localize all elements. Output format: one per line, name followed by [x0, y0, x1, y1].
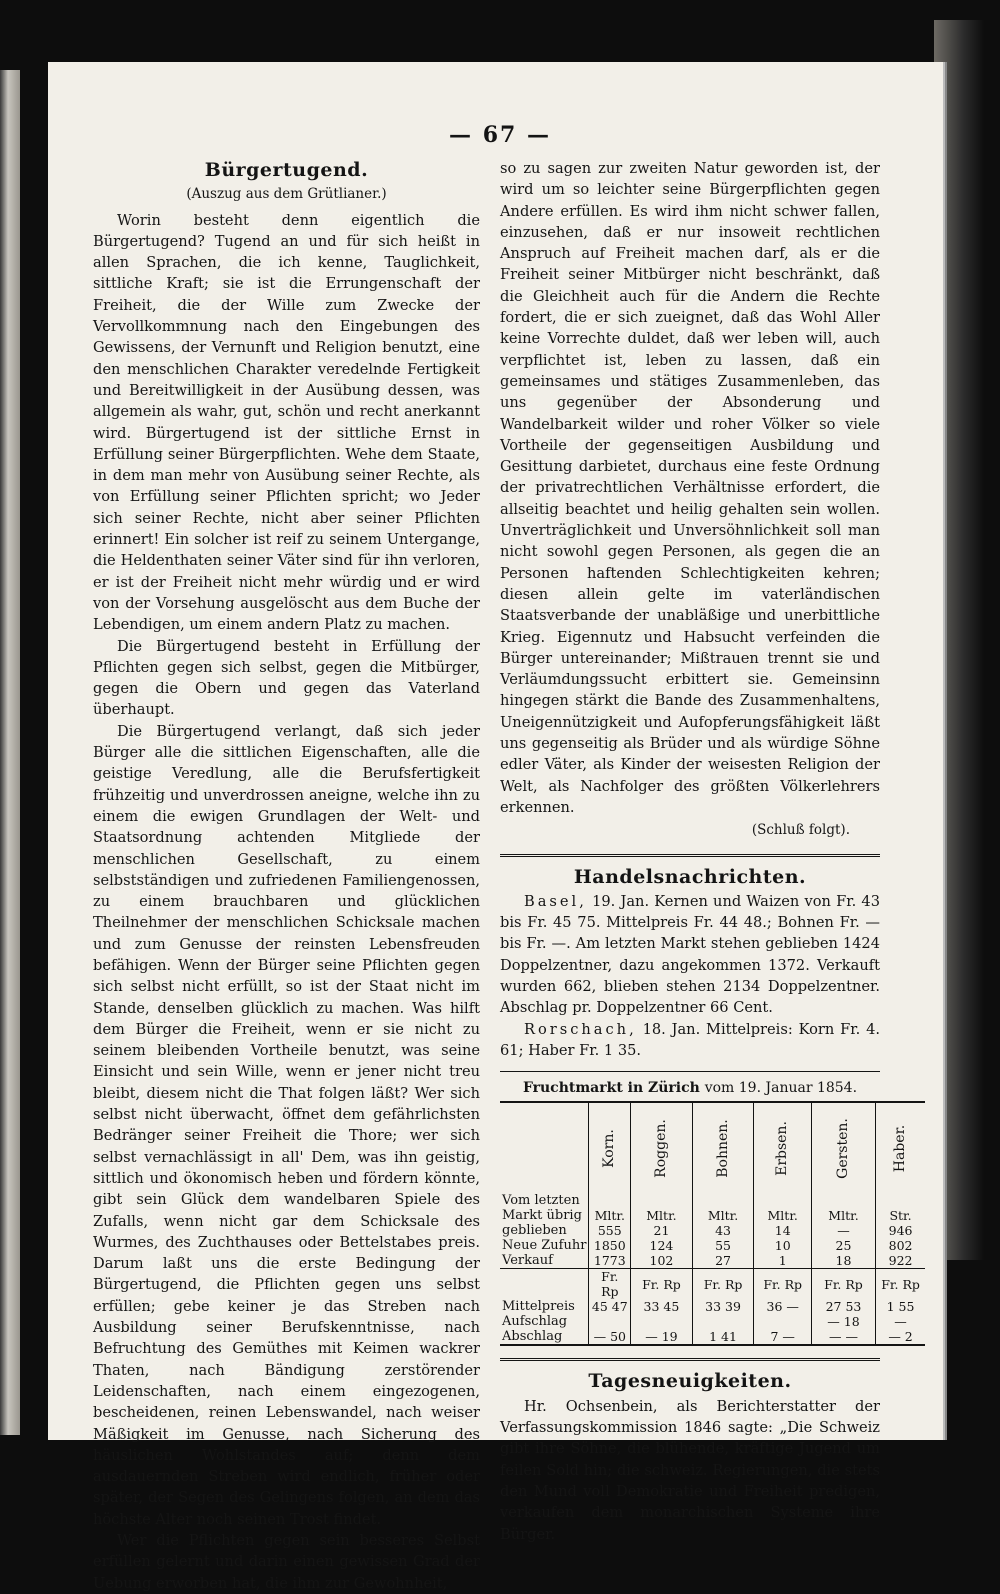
table-cell [812, 1193, 876, 1208]
table-cell [631, 1193, 693, 1208]
news-heading: Tagesneuigkeiten. [588, 1370, 792, 1393]
table-cell: Mltr. [754, 1208, 812, 1223]
table-cell: 21 [631, 1223, 693, 1238]
table-cell: 10 [754, 1238, 812, 1253]
row-label: Abschlag [502, 1329, 563, 1345]
table-cell: — [812, 1223, 876, 1238]
table-cell: — 50 [589, 1329, 631, 1345]
table-row [500, 1329, 925, 1345]
table-cell: 922 [875, 1253, 925, 1269]
column-header: Erbsen. [754, 1102, 812, 1193]
table-cell: 43 [692, 1223, 754, 1238]
article-paragraph: Wer die Pflichten gegen sein besseres Selbst erfüllen gelernt und darin einen gewissen Grad der Uebung erworben hat, die ihm zur Gewohnheit, [93, 1532, 480, 1592]
table-cell [754, 1193, 812, 1208]
table-cell [631, 1314, 693, 1329]
page-number: — 67 — [449, 122, 551, 148]
news-paragraph: Hr. Ochsenbein, als Berichterstatter der Verfassungskommission 1846 sagte: „Die Schweiz gibt ihre Söhne, die blühende, kräftige Jugend um feilen Sold hin; die schweiz. Regierungen, die stets den Mund voll Demokratie und Freiheit predigen, verkaufen dem monarchischen Systeme ihre Bürger. [500, 1397, 880, 1543]
article-paragraph: Die Bürgertugend verlangt, daß sich jeder Bürger alle die sittlichen Eigenschaften, alle die geistige Veredlung, alle die Berufsfertigkeit frühzeitig und unverdrossen aneigne, welche ihn zu einem die ewigen Grundlagen der Welt- und Staatsordnung achtenden Mitgliede der menschlichen Gesellschaft, zu einem selbstständigen und zufriedenen Familiengenossen, zu einem brauchbaren und glücklichen Theilnehmer der menschlichen Schicksale machen und zum Genusse der reinsten Lebensfreuden befähigen. Wenn der Bürger seine Pflichten gegen sich selbst nicht erfüllt, so ist der Staat nicht im Stande, denselben glücklich zu machen. Was hilft dem Bürger die Freiheit, wenn er sie nicht zu seinem bleibenden Vortheile benutzt, was seine Einsicht und sein Wille, wenn er jener nicht treu bleibt, diesem nicht die That folgen läßt? Wer sich selbst nicht überwacht, öffnet dem gefährlichsten Bedränger seiner Freiheit die Thore; wer sich selbst vernachlässigt in all' Dem, was ihn geistig, sittlich und ökonomisch heben und fördern könnte, gibt sein Glück dem wandelbaren Spiele des Zufalls, wenn nicht gar dem Schicksale des Wurmes, des Zuchthauses oder Bettelstabes preis. Darum laßt uns die erste Bedingung der Bürgertugend, die Pflichten gegen uns selbst erfüllen; gebe keiner je das Streben nach Ausbildung seiner Berufskenntnisse, nach Befruchtung des Gemüthes mit Keimen wackrer Thaten, nach Bändigung zerstörender Leidenschaften, nach einem eingezogenen, bescheidenen, reinen Lebenswandel, nach weiser Mäßigkeit im Genusse, nach Sicherung des häuslichen Wohlstandes auf; denn dem ausdauernden Streben wird endlich, früher oder später, der Segen des Gelingens folgen, an dem das höchste Alter noch seinen Trost findet. [93, 722, 480, 1528]
row-label: Markt übrig [502, 1208, 582, 1224]
table-cell: — 19 [631, 1329, 693, 1345]
table-cell: 1 41 [692, 1329, 754, 1345]
rorschach-text: 18. Jan. Mittelpreis: Korn Fr. 4. 61; Haber Fr. 1 35. [500, 1020, 880, 1059]
table-row [500, 1193, 925, 1208]
basel-text: 19. Jan. Kernen und Waizen von Fr. 43 bis Fr. 45 75. Mittelpreis Fr. 44 48.; Bohnen Fr. — bis Fr. —. Am letzten Markt stehen geblieben 1424 Doppelzentner, dazu angekommen 1372. Verkauft wurden 662, blieben stehen 2134 Doppelzentner. Abschlag pr. Doppelzentner 66 Cent. [500, 892, 880, 1017]
table-cell: Fr. Rp [812, 1269, 876, 1300]
table-cell: 1 [754, 1253, 812, 1269]
table-row [500, 1208, 925, 1223]
column-header: Bohnen. [692, 1102, 754, 1193]
article-source: (Auszug aus dem Grütlianer.) [186, 186, 387, 203]
table-cell: 124 [631, 1238, 693, 1253]
section-divider [500, 854, 880, 857]
row-label: Vom letzten [502, 1193, 580, 1209]
table-cell: 33 45 [631, 1299, 693, 1314]
table-cell: 36 — [754, 1299, 812, 1314]
column-header: Roggen. [631, 1102, 693, 1193]
table-cell: 18 [812, 1253, 876, 1269]
table-cell: 1 55 [875, 1299, 925, 1314]
table-row [500, 1269, 925, 1300]
right-column [500, 158, 920, 1545]
table-cell [589, 1193, 631, 1208]
column-header: Haber. [875, 1102, 925, 1193]
table-cell: Mltr. [589, 1208, 631, 1223]
table-cell: 1850 [589, 1238, 631, 1253]
table-cell [875, 1193, 925, 1208]
trade-heading: Handelsnachrichten. [573, 865, 807, 888]
table-cell: 33 39 [692, 1299, 754, 1314]
table-cell: Fr. Rp [589, 1269, 631, 1300]
trade-report-rorschach [500, 1019, 880, 1062]
table-cell: — — [812, 1329, 876, 1345]
table-corner [500, 1102, 589, 1193]
row-label: Neue Zufuhr [502, 1238, 587, 1254]
table-cell: 555 [589, 1223, 631, 1238]
table-cell: 802 [875, 1238, 925, 1253]
row-label: Verkauf [502, 1253, 553, 1269]
table-cell: Mltr. [692, 1208, 754, 1223]
table-cell: Str. [875, 1208, 925, 1223]
trade-report-basel [500, 891, 880, 1019]
table-row [500, 1299, 925, 1314]
table-cell: 27 [692, 1253, 754, 1269]
table-cell: 7 — [754, 1329, 812, 1345]
table-cell [692, 1193, 754, 1208]
table-cell: 27 53 [812, 1299, 876, 1314]
place-basel: Basel, [524, 892, 587, 910]
table-cell: Fr. Rp [631, 1269, 693, 1300]
market-title-bold: Fruchtmarkt in Zürich [522, 1080, 700, 1097]
table-row [500, 1223, 925, 1238]
table-cell: — 2 [875, 1329, 925, 1345]
column-header: Korn. [589, 1102, 631, 1193]
table-cell: Fr. Rp [692, 1269, 754, 1300]
table-row [500, 1238, 925, 1253]
table-cell [692, 1314, 754, 1329]
table-cell: 55 [692, 1238, 754, 1253]
table-cell: 25 [812, 1238, 876, 1253]
table-cell: 45 47 [589, 1299, 631, 1314]
page-left-edge [0, 70, 20, 1435]
table-cell [589, 1314, 631, 1329]
article-paragraph: Worin besteht denn eigentlich die Bürgertugend? Tugend an und für sich heißt in allen Sprachen, die ich kenne, Tauglichkeit, sittliche Kraft; sie ist die Errungenschaft der Freiheit, die der Wille zum Zwecke der Vervollkommnung nach den Eingebungen des Gewissens, der Vernunft und Religion benutzt, eine den menschlichen Charakter veredelnde Fertigkeit und Bereitwilligkeit in der Ausübung dessen, was allgemein als wahr, gut, schön und recht anerkannt wird. Bürgertugend ist der sittliche Ernst in Erfüllung seiner Bürgerpflichten. Wehe dem Staate, in dem man mehr von Ausübung seiner Rechte, als von Erfüllung seiner Pflichten spricht; wo Jeder sich seiner Rechte, nicht aber seiner Pflichten erinnert! Ein solcher ist reif zu seinem Untergange, die Heldenthaten seiner Väter sind für ihn verloren, er ist der Freiheit nicht mehr würdig und er wird von der Vorsehung ausgelöscht aus dem Buche der Lebendigen, um einem andern Platz zu machen. [93, 211, 480, 634]
market-title [500, 1078, 880, 1099]
table-cell [754, 1314, 812, 1329]
table-row [500, 1314, 925, 1329]
continued-note: (Schluß folgt). [751, 822, 850, 839]
table-cell: Fr. Rp [875, 1269, 925, 1300]
row-label: Mittelpreis [502, 1299, 575, 1315]
row-label [500, 1269, 589, 1300]
article-continuation: so zu sagen zur zweiten Natur geworden ist, der wird um so leichter seine Bürgerpflichten gegen Andere erfüllen. Es wird ihm nicht schwer fallen, einzusehen, daß er nur insoweit rechtlichen Anspruch auf Freiheit machen darf, als er die Freiheit seiner Mitbürger nicht beschränkt, daß die Gleichheit auch für die Andern die Rechte fordert, die er sich zueignet, daß das Wohl Aller keine Vorrechte duldet, daß wer leben will, auch verpflichtet ist, leben zu lassen, daß ein gemeinsames und stätiges Zusammenleben, das uns gegenüber der Absonderung und Wandelbarkeit wilder und roher Völker so viele Vortheile der gegenseitigen Ausbildung und Gesittung darbietet, durchaus eine feste Ordnung der privatrechtlichen Verhältnisse erfordert, die allseitig beachtet und heilig gehalten sein wollen. Unverträglichkeit und Unversöhnlichkeit soll man nicht sowohl gegen Personen, als gegen die an Personen haftenden Schlechtigkeiten kehren; diesen allein gelte im vaterländischen Staatsverbande der unabläßige und unerbittliche Krieg. Eigennutz und Habsucht verfeinden die Bürger untereinander; Mißtrauen trennt sie und Verläumdungssucht erbittert sie. Gemeinsinn hingegen stärkt die Bande des Zusammenhaltens, Uneigennützigkeit und Aufopferungsfähigkeit läßt uns gegenseitig als Brüder und als würdige Söhne edler Väter, als Kinder der weisesten Religion der Welt, als Nachfolger des größten Völkerlehrers erkennen. [500, 160, 880, 816]
market-title-date: vom 19. Januar 1854. [704, 1080, 858, 1097]
row-label: geblieben [502, 1223, 567, 1239]
grain-market-table [500, 1101, 925, 1346]
table-cell: — [875, 1314, 925, 1329]
left-column [93, 158, 480, 1594]
table-cell: 102 [631, 1253, 693, 1269]
article-heading: Bürgertugend. [204, 159, 369, 181]
column-header: Gersten. [812, 1102, 876, 1193]
table-cell: 1773 [589, 1253, 631, 1269]
article-paragraph: Die Bürgertugend besteht in Erfüllung der Pflichten gegen sich selbst, gegen die Mitbürger, gegen die Obern und gegen das Vaterland überhaupt. [93, 637, 480, 719]
table-cell: 946 [875, 1223, 925, 1238]
place-rorschach: Rorschach, [524, 1020, 637, 1038]
table-divider [500, 1071, 880, 1072]
section-divider [500, 1358, 880, 1361]
row-label: Aufschlag [502, 1314, 568, 1330]
table-cell: 14 [754, 1223, 812, 1238]
table-cell: Mltr. [631, 1208, 693, 1223]
table-cell: — 18 [812, 1314, 876, 1329]
table-cell: Mltr. [812, 1208, 876, 1223]
table-cell: Fr. Rp [754, 1269, 812, 1300]
table-row [500, 1253, 925, 1269]
